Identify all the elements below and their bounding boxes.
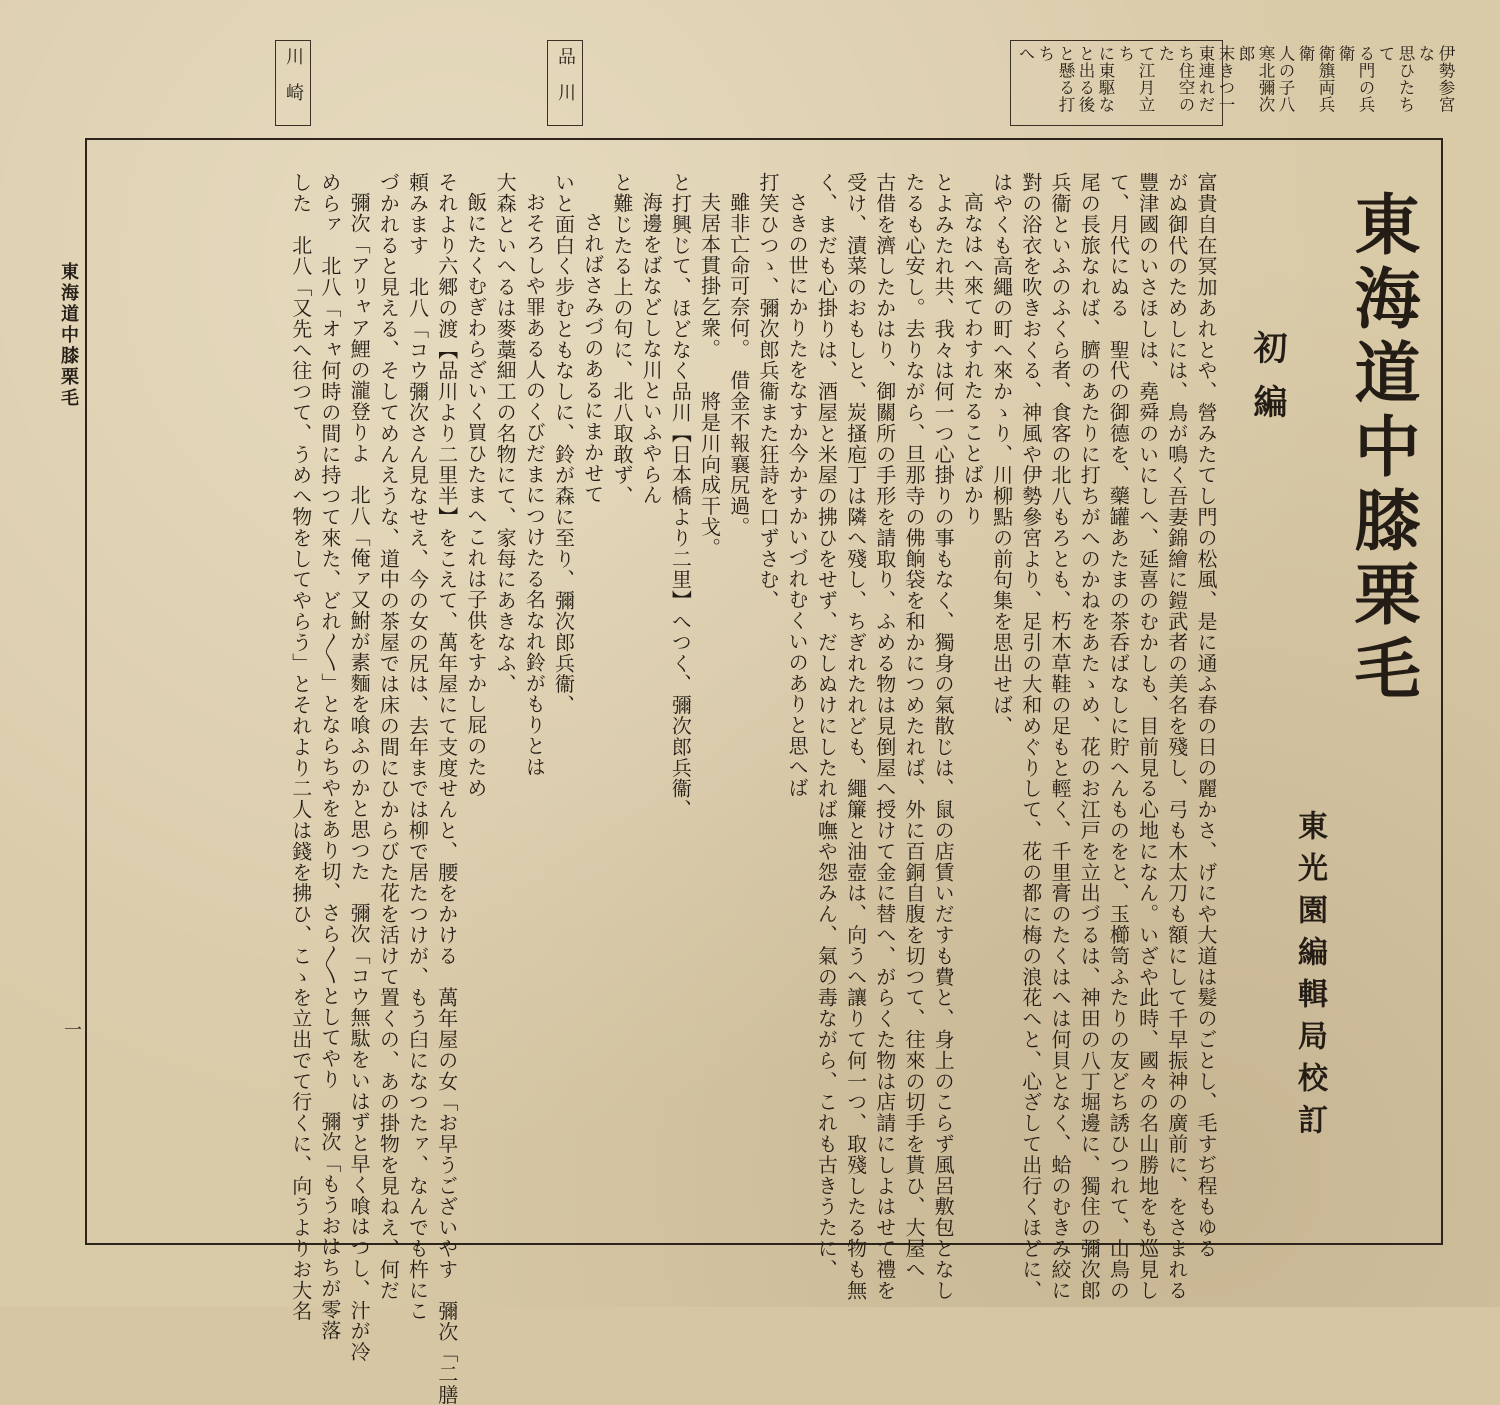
header-line: ち住空のた [1156,45,1195,113]
header-line: 東連れだ [1196,45,1215,113]
work-title: 東海道中膝栗毛 [1343,190,1421,708]
text-line: 受け、漬菜のおもしと、炭搔庖丁は隣へ殘し、ちぎれたれども、繩簾と油壺は、向うへ讓りて何一つ、取殘したる物も無 [843,172,868,1301]
text-line: て、月代にぬる 聖代の御德を、藥罐あたまの茶呑ばなしに貯へんものをと、玉櫛笥ふたりの友どち誘ひつれて、山鳥の [1106,172,1131,1301]
header-line: て江月立ち [1116,45,1155,113]
header-line: 衛籏両兵衛 [1296,45,1335,113]
poem-line: 高なはへ來てわすれたることばかり [960,192,985,527]
tag-kawasaki [275,40,311,126]
editor-credit: 東光園編輯局校訂 [1292,810,1327,1146]
poem-line: さきの世にかりたをなすか今かすかいづれむくいのありと思へば [785,192,810,799]
volume-subtitle: 初編 [1247,330,1287,438]
poem-line: 雖非亡命可奈何。 借金不報襄尻過。 [726,192,751,538]
header-line: 寒北彌次郎 [1236,45,1275,113]
text-line: と難じたる上の句に、北八取敢ず、 [609,172,634,507]
text-line: づかれると見える、そしてめんえうな、道中の茶屋では床の間にひからびた花を活けて置くの、あの掛物を見ねえ、何だ [376,172,401,1301]
header-line: 人の子八 [1276,45,1295,113]
tag-shinagawa-label: 品川 [555,47,576,119]
text-line: めらァ 北八「オャ何時の間に持つて來た、どれ〳〵」とならちやをあり切、さら〳〵としてやり 彌次「もうおはちが零落 [317,172,342,1341]
text-line: 兵衞といふのふくら者、食客の北八もろとも、朽木草鞋の足もと輕く、千里膏のたくはへは何貝となく、蛤のむきみ絞に [1047,172,1072,1301]
text-line: 豐津國のいさほしは、堯舜のいにしへ、延喜のむかしも、目前見る心地になん。いざや此時、國々の名山勝地をも巡見し [1135,172,1160,1301]
tag-shinagawa [547,40,583,126]
page-number: 一 [61,1020,82,1038]
header-line: と懸る打ち [1036,45,1075,113]
text-line: それより六郷の渡【品川より二里半】をこえて、萬年屋にて支度せんと、腰をかける 萬年屋の女「お早うございやす 彌次「二膳 [434,172,459,1405]
text-line: と打興じて、ほどなく品川【日本橋より二里】へつく、彌次郎兵衞、 [668,172,693,820]
text-line: 富貴自在冥加あれとや、營みたてし門の松風、是に通ふ春の日の麗かさ、げにや大道は髮のごとし、毛すぢ程もゆる [1194,172,1218,1259]
text-line: した 北八「又先へ往つて、うめへ物をしてやらう」とそれより二人は錢を拂ひ、こゝを立出でて行くに、向うよりお大名 [288,172,313,1322]
text-line: たるも心安し。去りながら、旦那寺の佛餉袋を和かにつめたれば、外に百銅自腹を切つて、往來の切手を貰ひ、大屋へ [901,172,926,1280]
tag-kawasaki-label: 川崎 [283,47,304,119]
text-line: 彌次「アリャア鯉の瀧登りよ 北八「俺ァ又鮒が素麵を喰ふのかと思つた 彌次「コウ無駄をいはずと早く喰はつし、汁が冷 [347,192,372,1363]
header-box [1010,40,1455,126]
text-line: がぬ御代のためしには、鳥が鳴く吾妻錦繪に鎧武者の美名を殘し、弓も木太刀も額にして千早振神の廣前に、をさまれる [1164,172,1189,1301]
poem-line: 飯にたくむぎわらざいく買ひたまへこれは子供をすかし屁のため [463,192,488,799]
header-line: 末きつ一 [1216,45,1235,113]
header-line: る門の兵衛 [1336,45,1375,113]
poem-line: さればさみづのあるにまかせて [580,212,605,505]
text-line: いと面白く步むともなしに、鈴が森に至り、彌次郎兵衞、 [551,172,576,716]
body-text [110,172,1220,1405]
header-line: へ [1016,45,1035,62]
running-title: 東海道中膝栗毛 [58,262,79,409]
text-line: 大森といへるは麥藁細工の名物にて、家每にあきなふ、 [493,172,518,695]
text-line: 打笑ひつゝ、彌次郎兵衞また狂詩を口ずさむ、 [755,172,780,611]
text-line: とよみたれ共、我々は何一つ心掛りの事もなく、獨身の氣散じは、鼠の店賃いだすも費と、身上のこらず風呂敷包となし [931,172,956,1301]
text-line: 對の浴衣を吹きおくる、神風や伊勢參宮より、足引の大和めぐりして、花の都に梅の浪花へと、心ざして出行くほどに、 [1018,172,1043,1301]
poem-line: 海邊をばなどしな川といふやらん [639,192,664,506]
header-line: に東駆な [1096,45,1115,113]
text-line: く、まだも心掛りは、酒屋と米屋の拂ひをせず、だしぬけにしたれば嘸や怨みん、氣の毒ながら、これも古きうたに、 [814,172,839,1280]
text-line: 古借を濟したかはり、御關所の手形を請取り、ふめる物は見倒屋へ授けて金に替へ、がらくた物は店請にしよはせて禮を [872,172,897,1301]
header-line: 伊勢参宮な [1416,45,1455,113]
poem-line: 夫居本貫掛乞衆。 將是川向成干戈。 [697,192,722,559]
header-line: 思ひたちて [1376,45,1415,113]
poem-line: おそろしや罪ある人のくびだまにつけたる名なれ鈴がもりとは [522,192,547,778]
text-line: 頼みます 北八「コウ彌次さん見なせえ、今の女の尻は、去年までは柳で居たつけが、もう臼になつたァ、なんでも杵にこ [405,172,430,1322]
header-line: と出る後 [1076,45,1095,113]
text-line: 尾の長旅なれば、臍のあたりに打ちがへのかねをあたゝめ、花のお江戸を立出づるは、神田の八丁堀邊に、獨住の彌次郎 [1077,172,1102,1301]
text-line: はやくも高繩の町へ來かゝり、川柳點の前句集を思出せば、 [989,172,1014,737]
